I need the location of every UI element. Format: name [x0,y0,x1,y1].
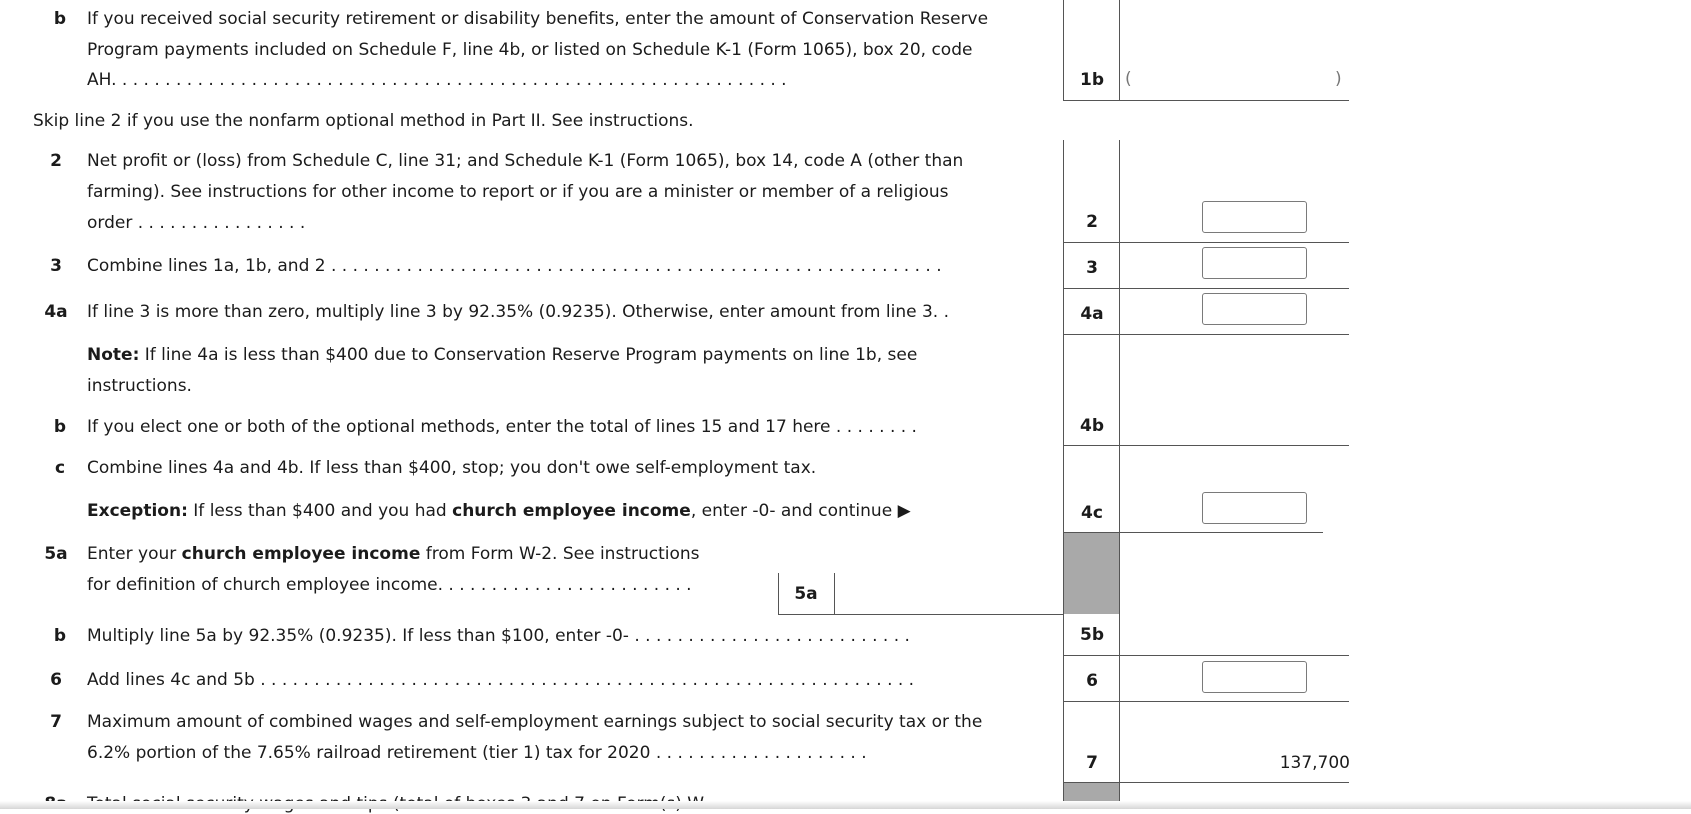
line-4c-text: Combine lines 4a and 4b. If less than $400, stop; you don't owe self-employment tax. [87,458,817,478]
note-text-1: If line 4a is less than $400 due to Conservation Reserve Program payments on line 1b, see [139,345,918,365]
row-4c-bottom-border [1063,532,1323,533]
line-5a-box-bottom-border [778,614,1064,615]
label-column-right-border-1 [1119,0,1120,101]
line-1b-open-paren: ( [1125,69,1132,89]
line-5a-text-bold: church employee income [181,544,421,564]
line-2-label: 2 [1086,212,1098,232]
line-5a-number: 5a [44,544,68,564]
line-5b-text: Multiply line 5a by 92.35% (0.9235). If less than $100, enter -0- . . . . . . . . . . . . . . . . . . . . . . . . . . [87,626,910,646]
label-column-left-border-2 [1063,140,1064,809]
label-column-right-border-2 [1119,140,1120,809]
line-2-text-1: Net profit or (loss) from Schedule C, line 31; and Schedule K-1 (Form 1065), box 14, code A (other than [87,151,964,171]
note-text-2: instructions. [87,376,192,396]
line-7-number: 7 [50,712,62,732]
line-4a-text: If line 3 is more than zero, multiply line 3 by 92.35% (0.9235). Otherwise, enter amount from line 3. . [87,302,949,322]
line-1b-text-1: If you received social security retirement or disability benefits, enter the amount of Conservation Reserve [87,9,989,29]
line-2-text-3: order . . . . . . . . . . . . . . . . [87,213,306,233]
skip-line-2-note: Skip line 2 if you use the nonfarm optional method in Part II. See instructions. [33,111,694,131]
line-4a-label: 4a [1080,304,1104,324]
exception-label: Exception: [87,501,188,521]
row-2-bottom-border [1063,242,1349,243]
line-5a-amount-input[interactable] [836,574,1062,614]
line-1b-number: b [53,9,67,29]
line-7-label: 7 [1086,753,1098,773]
line-5a-box-left-border [778,573,779,615]
line-1b-close-paren: ) [1335,69,1342,89]
line-4c-label: 4c [1081,503,1103,523]
line-4b-text: If you elect one or both of the optional methods, enter the total of lines 15 and 17 here . . . . . . . . [87,417,917,437]
line-5a-text-pre: Enter your [87,544,182,564]
line-4a-note [87,345,917,365]
line-2-number: 2 [50,151,62,171]
row-3-bottom-border [1063,288,1349,289]
line-6-amount-input[interactable] [1202,661,1307,693]
line-3-amount-input[interactable] [1202,247,1307,279]
line-6-text: Add lines 4c and 5b . . . . . . . . . . . . . . . . . . . . . . . . . . . . . . . . . . . . . . . . . . . . . . . . . . . . . . . . . . . . . [87,670,915,690]
row-4a-bottom-border [1063,334,1349,335]
note-label: Note: [87,345,140,365]
line-6-label: 6 [1086,671,1098,691]
line-3-label: 3 [1086,258,1098,278]
line-5a-text-post: from Form W-2. See instructions [420,544,700,564]
bottom-fade [0,801,1691,809]
line-4b-label: 4b [1080,416,1104,436]
line-5a-text-2: for definition of church employee income. . . . . . . . . . . . . . . . . . . . . . . . [87,575,692,595]
line-1b-text-3: AH. . . . . . . . . . . . . . . . . . . . . . . . . . . . . . . . . . . . . . . . . . . . . . . . . . . . . . . . . . . . . . . [87,70,787,90]
line-7-text-2: 6.2% portion of the 7.65% railroad retirement (tier 1) tax for 2020 . . . . . . . . . . . . . . . . . . . . [87,743,867,763]
line-4a-amount-input[interactable] [1202,293,1307,325]
line-5a-label: 5a [794,584,818,604]
exception-text-2: , enter -0- and continue ▶ [690,501,911,521]
line-5b-label: 5b [1080,625,1104,645]
row-6-bottom-border [1063,701,1349,702]
line-6-number: 6 [50,670,62,690]
line-5b-number: b [53,626,67,646]
row-1b-bottom-border [1063,100,1349,101]
line-2-amount-input[interactable] [1202,201,1307,233]
row-7-bottom-border [1063,782,1349,783]
line-4b-number: b [53,417,67,437]
exception-church-income: church employee income [452,501,691,521]
line-3-number: 3 [50,256,62,276]
line-4c-number: c [54,458,66,478]
row-4b-bottom-border [1063,445,1349,446]
line-2-text-2: farming). See instructions for other income to report or if you are a minister or member of a religious [87,182,949,202]
label-column-left-border-1 [1063,0,1064,101]
line-1b-text-2: Program payments included on Schedule F, line 4b, or listed on Schedule K-1 (Form 1065), box 20, code [87,40,973,60]
line-7-value: 137,700 [1279,753,1350,773]
line-5a-text-1 [87,544,700,564]
line-3-text: Combine lines 1a, 1b, and 2 . . . . . . . . . . . . . . . . . . . . . . . . . . . . . . . . . . . . . . . . . . . . . . . . . . . . . . . . . [87,256,942,276]
line-4a-number: 4a [44,302,68,322]
line-5a-box-divider [834,573,835,615]
line-1b-label: 1b [1080,70,1104,90]
line-5a-shaded-cell [1064,533,1120,614]
exception-text-1: If less than $400 and you had [187,501,453,521]
line-4c-amount-input[interactable] [1202,492,1307,524]
line-4c-exception [87,501,911,521]
line-7-text-1: Maximum amount of combined wages and self-employment earnings subject to social security tax or the [87,712,983,732]
row-5b-bottom-border [1063,655,1349,656]
